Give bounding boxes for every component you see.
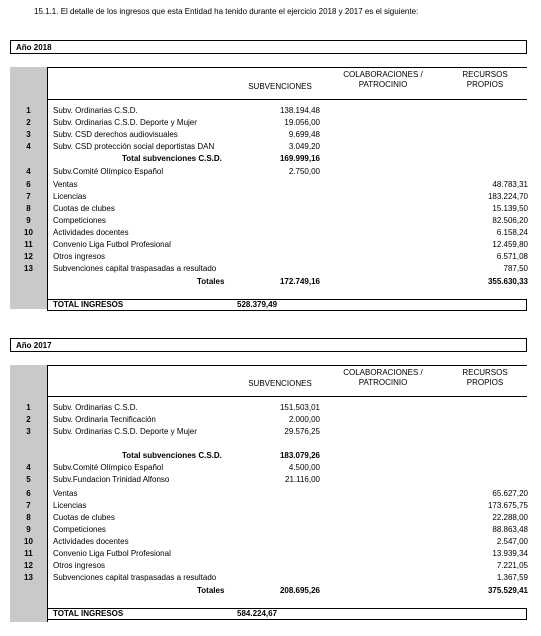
recursos-propios-value: 7.221,05: [496, 561, 528, 570]
recursos-propios-value: 12.459,80: [492, 240, 528, 249]
subvenciones-value: 9.699,48: [288, 130, 320, 139]
subvenciones-value: 151.503,01: [279, 403, 320, 412]
row-label: Cuotas de clubes: [53, 513, 115, 522]
intro-text: 15.1.1. El detalle de los ingresos que esta Entidad ha tenido durante el ejercicio 2018 y 2017 es el siguiente:: [34, 7, 419, 16]
row-number: 11: [24, 240, 33, 249]
row-label: Subv. Ordinarias C.S.D. Deporte y Mujer: [53, 427, 197, 436]
row-number: 12: [24, 561, 33, 570]
row-label: Subv. Ordinarias C.S.D. Deporte y Mujer: [53, 118, 197, 127]
subvenciones-value: 2.000,00: [288, 415, 320, 424]
recursos-propios-value: 15.139,50: [492, 204, 528, 213]
row-number: 4: [26, 167, 31, 176]
row-label: Otros ingresos: [53, 561, 106, 570]
row-number: 6: [26, 180, 31, 189]
recursos-propios-value: 65.627,20: [492, 489, 528, 498]
row-label: Actividades docentes: [53, 537, 129, 546]
row-label: Subv.Comité Olímpico Español: [53, 167, 164, 176]
header-recursos-2017: RECURSOS PROPIOS: [462, 368, 508, 387]
header-colaboraciones-2018: COLABORACIONES / PATROCINIO: [343, 70, 423, 89]
row-number: 13: [24, 264, 33, 273]
recursos-propios-value: 173.675,75: [487, 501, 528, 510]
subvenciones-value: 138.194,48: [279, 106, 320, 115]
row-number: 11: [24, 549, 33, 558]
subvenciones-value: 183.079,26: [279, 451, 320, 460]
row-label: Subv. CSD protección social deportistas DAN: [53, 142, 215, 151]
subvenciones-value: 169.999,16: [279, 154, 320, 163]
year-2018-title: Año 2018: [10, 40, 527, 54]
row-number: 5: [26, 475, 31, 484]
row-label: Otros ingresos: [53, 252, 106, 261]
row-label: Subv. Ordinaria Tecnificación: [53, 415, 156, 424]
subvenciones-value: 208.695,26: [279, 586, 320, 595]
recursos-propios-value: 1.367,59: [496, 573, 528, 582]
row-label: Totales: [197, 277, 225, 286]
subvenciones-value: 172.749,16: [279, 277, 320, 286]
row-number: 3: [26, 427, 31, 436]
row-number: 6: [26, 489, 31, 498]
row-label: Subv. Ordinarias C.S.D.: [53, 106, 138, 115]
recursos-propios-value: 13.939,34: [492, 549, 528, 558]
row-number: 2: [26, 118, 31, 127]
row-number: 10: [24, 537, 33, 546]
row-number: 13: [24, 573, 33, 582]
subvenciones-value: 3.049,20: [288, 142, 320, 151]
recursos-propios-value: 82.506,20: [492, 216, 528, 225]
row-number: 9: [26, 216, 31, 225]
recursos-propios-value: 6.571,08: [496, 252, 528, 261]
subvenciones-value: 19.056,00: [284, 118, 320, 127]
row-number: 1: [26, 403, 31, 412]
row-number: 2: [26, 415, 31, 424]
row-label: Cuotas de clubes: [53, 204, 115, 213]
row-number: 4: [26, 142, 31, 151]
subvenciones-value: 2.750,00: [288, 167, 320, 176]
total-label-2018: TOTAL INGRESOS: [53, 300, 124, 309]
header-recursos-2018: RECURSOS PROPIOS: [462, 70, 508, 89]
row-label: Competiciones: [53, 525, 106, 534]
row-label: Subvenciones capital traspasadas a resultado: [53, 264, 217, 273]
recursos-propios-value: 48.783,31: [492, 180, 528, 189]
recursos-propios-value: 6.158,24: [496, 228, 528, 237]
row-number: 7: [26, 192, 31, 201]
row-label: Licencias: [53, 501, 87, 510]
recursos-propios-value: 355.630,33: [487, 277, 528, 286]
header-colaboraciones-2017: COLABORACIONES / PATROCINIO: [343, 368, 423, 387]
row-label: Ventas: [53, 489, 78, 498]
subvenciones-value: 4.500,00: [288, 463, 320, 472]
subvenciones-value: 29.576,25: [284, 427, 320, 436]
row-label: Subv.Comité Olímpico Español: [53, 463, 164, 472]
recursos-propios-value: 375.529,41: [487, 586, 528, 595]
row-number: 8: [26, 513, 31, 522]
recursos-propios-value: 787,50: [503, 264, 528, 273]
row-label: Convenio Liga Futbol Profesional: [53, 240, 171, 249]
row-label: Actividades docentes: [53, 228, 129, 237]
total-value-2018: 528.379,49: [237, 300, 278, 309]
row-number: 7: [26, 501, 31, 510]
row-number: 4: [26, 463, 31, 472]
row-label: Total subvenciones C.S.D.: [122, 154, 222, 163]
row-label: Licencias: [53, 192, 87, 201]
total-label-2017: TOTAL INGRESOS: [53, 609, 124, 618]
recursos-propios-value: 22.288,00: [492, 513, 528, 522]
recursos-propios-value: 183.224,70: [487, 192, 528, 201]
total-value-2017: 584.224,67: [237, 609, 278, 618]
row-number: 9: [26, 525, 31, 534]
row-label: Subv. Ordinarias C.S.D.: [53, 403, 138, 412]
recursos-propios-value: 88.863,48: [492, 525, 528, 534]
row-label: Subvenciones capital traspasadas a resultado: [53, 573, 217, 582]
row-label: Totales: [197, 586, 225, 595]
recursos-propios-value: 2.547,00: [496, 537, 528, 546]
row-number: 1: [26, 106, 31, 115]
header-subvenciones-2018: SUBVENCIONES: [248, 82, 312, 91]
row-label: Subv.Fundacion Trinidad Alfonso: [53, 475, 170, 484]
row-number: 12: [24, 252, 33, 261]
row-label: Subv. CSD derechos audiovisuales: [53, 130, 178, 139]
row-number: 10: [24, 228, 33, 237]
row-label: Competiciones: [53, 216, 106, 225]
row-label: Ventas: [53, 180, 78, 189]
row-label: Total subvenciones C.S.D.: [122, 451, 222, 460]
year-2017-title: Año 2017: [10, 338, 527, 352]
row-label: Convenio Liga Futbol Profesional: [53, 549, 171, 558]
subvenciones-value: 21.116,00: [285, 475, 320, 484]
header-subvenciones-2017: SUBVENCIONES: [248, 379, 312, 388]
row-number: 8: [26, 204, 31, 213]
row-number: 3: [26, 130, 31, 139]
